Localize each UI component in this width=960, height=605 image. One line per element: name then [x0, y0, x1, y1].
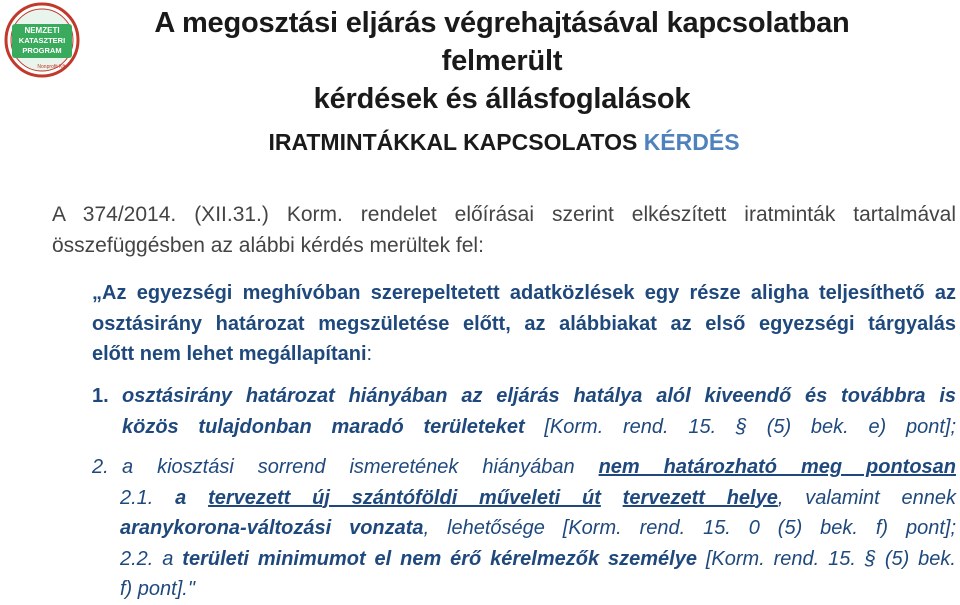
section-heading	[0, 127, 960, 157]
list-item-2-text: a kiosztási sorrend ismeretének hiányában	[122, 456, 599, 478]
list-item-2-1-space	[601, 487, 623, 509]
list-item-1-bold: közös tulajdonban maradó területeket	[122, 415, 525, 438]
logo-tagline: Nonprofit Kft.	[37, 64, 67, 70]
quote-line3-text: előtt nem lehet megállapítani	[92, 343, 367, 365]
list-item-2-1-bold: aranykorona-változási vonzata	[120, 517, 424, 539]
quote-line2: osztásirány határozat megszületése előtt, az alábbiakat az első egyezségi tárgyalás	[92, 312, 956, 335]
page-title-line1: A megosztási eljárás végrehajtásával kapcsolatban felmerült	[154, 7, 850, 77]
quote-line1: „Az egyezségi meghívóban szerepeltetett adatközlések egy része aligha teljesíthető az	[92, 282, 956, 304]
issue-list	[92, 381, 956, 605]
list-item-2-1-underline2: tervezett helye	[622, 486, 778, 509]
logo-line3: PROGRAM	[22, 46, 62, 55]
list-item-1-line1: osztásirány határozat hiányában az eljárás hatálya alól kiveendő és továbbra is	[122, 385, 956, 407]
list-item-2-2-bold: területi minimumot el nem érő kérelmezők személye	[182, 547, 697, 570]
intro-paragraph	[52, 199, 956, 261]
list-item-2-underlined: nem határozható meg pontosan	[598, 456, 956, 478]
nkp-logo-emblem	[4, 2, 80, 78]
list-item-1	[92, 381, 956, 442]
section-heading-part2: KÉRDÉS	[643, 129, 740, 155]
nkp-logo	[4, 2, 80, 78]
list-item-2-2-rest2: f) pont]."	[120, 578, 195, 600]
quote-paragraph	[92, 278, 956, 370]
list-item-2-2-rest1: [Korm. rend. 15. § (5) bek.	[696, 547, 956, 570]
intro-line1: A 374/2014. (XII.31.) Korm. rendelet előírásai szerint elkészített iratminták tartalmával	[52, 203, 956, 226]
list-item-2-1-rest2: , lehetősége [Korm. rend. 15. 0 (5) bek. f) pont];	[423, 517, 956, 539]
list-item-2-1-a: a	[153, 486, 209, 509]
page-title	[92, 4, 912, 118]
logo-line1: NEMZETI	[24, 26, 60, 35]
section-heading-part1: IRATMINTÁKKAL KAPCSOLATOS	[268, 129, 638, 155]
quote-line3-colon: :	[366, 343, 373, 365]
logo-line2: KATASZTERI	[18, 36, 66, 45]
intro-line2: összefüggésben az alábbi kérdés merültek fel:	[52, 234, 484, 257]
list-item-1-number: 1.	[92, 385, 109, 407]
list-item-2	[92, 452, 956, 483]
list-item-2-number: 2.	[92, 456, 109, 478]
list-item-2-1-number: 2.1.	[120, 486, 154, 509]
page-title-line2: kérdések és állásfoglalások	[313, 83, 691, 115]
list-item-1-ref: [Korm. rend. 15. § (5) bek. e) pont];	[524, 415, 956, 438]
list-item-2-2-number: 2.2.	[120, 547, 154, 570]
list-item-2-2	[120, 544, 956, 605]
quote-line3	[92, 339, 956, 370]
list-item-2-1-underline1: tervezett új szántóföldi műveleti út	[208, 486, 601, 509]
list-item-2-1	[120, 483, 956, 544]
list-item-2-1-rest1: , valamint ennek	[777, 486, 956, 509]
list-item-2-2-a: a	[153, 547, 183, 570]
